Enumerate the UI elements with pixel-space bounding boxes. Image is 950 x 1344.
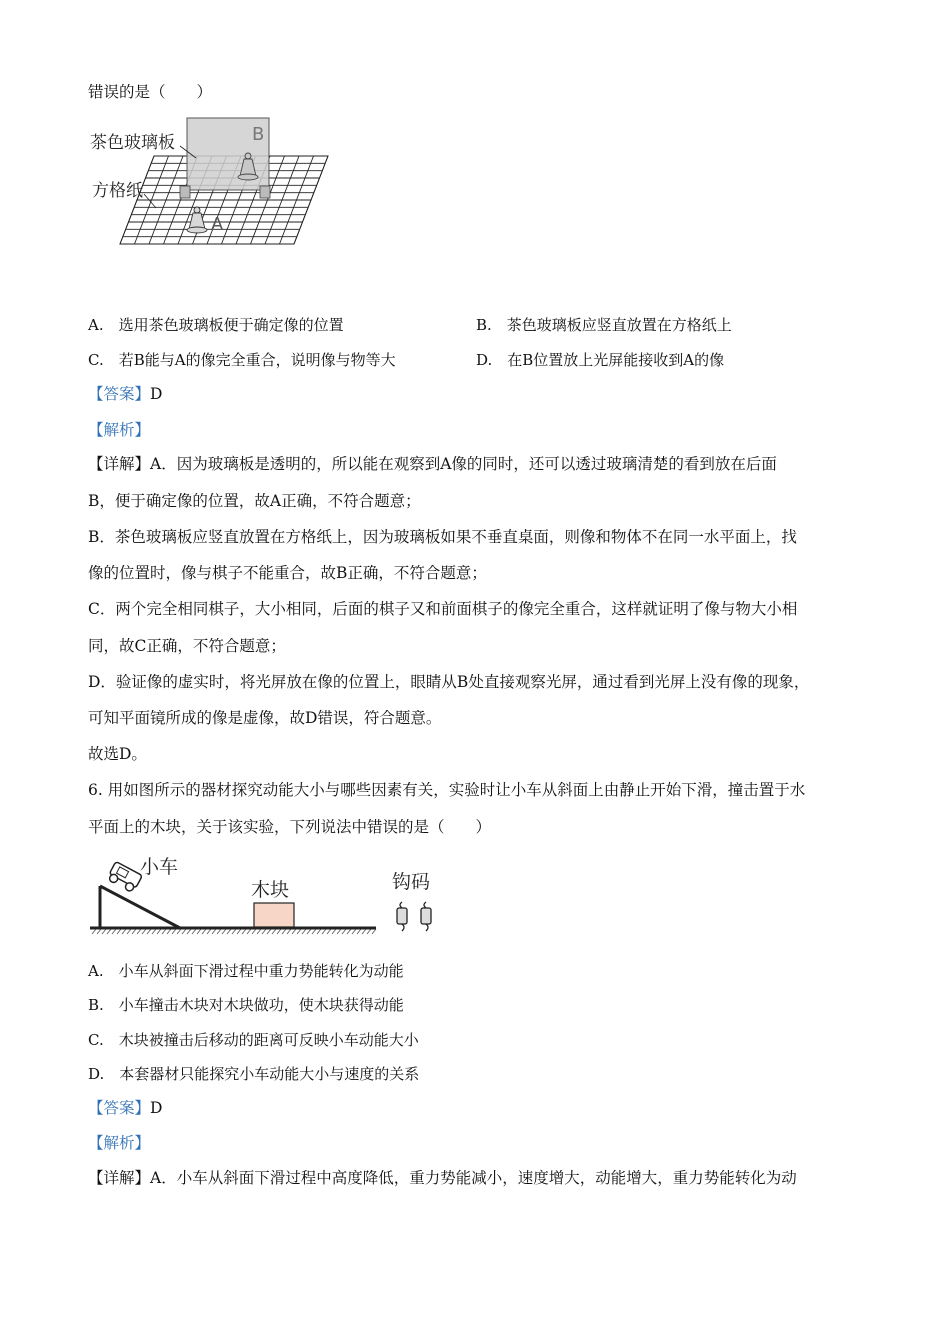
ground-hatch bbox=[152, 929, 156, 934]
incline-ramp bbox=[100, 886, 180, 928]
toy-car bbox=[106, 861, 142, 893]
ground-hatch bbox=[222, 929, 226, 934]
answer-value: D bbox=[150, 1099, 163, 1117]
ground-hatch bbox=[97, 929, 101, 934]
label-tea-glass: 茶色玻璃板 bbox=[90, 133, 175, 153]
ground-hatch bbox=[362, 929, 366, 934]
q6-option-c: C. 木块被撞击后移动的距离可反映小车动能大小 bbox=[88, 1031, 419, 1049]
detail-tag: 【详解】 bbox=[88, 1169, 151, 1187]
ground-hatch bbox=[242, 929, 246, 934]
ground-hatch bbox=[157, 929, 161, 934]
q5-option-d: D. 在B位置放上光屏能接收到A的像 bbox=[476, 351, 725, 369]
ground-hatch bbox=[292, 929, 296, 934]
label-grid-paper: 方格纸 bbox=[92, 181, 143, 201]
ground-hatch bbox=[202, 929, 206, 934]
ground-hatch bbox=[232, 929, 236, 934]
ground-hatch bbox=[207, 929, 211, 934]
ground-hatch bbox=[347, 929, 351, 934]
ground-hatch bbox=[287, 929, 291, 934]
ground-hatch bbox=[342, 929, 346, 934]
ground-hatch bbox=[167, 929, 171, 934]
ground-hatch bbox=[297, 929, 301, 934]
ground-hatch bbox=[182, 929, 186, 934]
ground-hatch bbox=[247, 929, 251, 934]
ground-hatch bbox=[217, 929, 221, 934]
ground-hatch bbox=[112, 929, 116, 934]
q6-stem-line-2: 平面上的木块，关于该实验，下列说法中错误的是（ ） bbox=[88, 818, 492, 836]
q5-detail-line-4: 像的位置时，像与棋子不能重合，故B正确，不符合题意； bbox=[88, 564, 487, 582]
ground-hatch bbox=[312, 929, 316, 934]
ground-hatch bbox=[357, 929, 361, 934]
q5-answer-line bbox=[88, 384, 162, 404]
q5-analysis-line bbox=[88, 420, 150, 440]
q6-detail-line-1 bbox=[88, 1168, 797, 1188]
label-b: B bbox=[252, 124, 265, 145]
ground-hatch bbox=[102, 929, 106, 934]
detail-tag: 【详解】 bbox=[88, 455, 151, 473]
ground-hatch bbox=[107, 929, 111, 934]
label-block: 木块 bbox=[251, 879, 290, 901]
answer-value: D bbox=[150, 385, 163, 403]
label-a: A bbox=[211, 214, 224, 235]
q5-detail-line-9: 故选D。 bbox=[88, 745, 147, 763]
q6-answer-line bbox=[88, 1098, 162, 1118]
ground-hatch bbox=[197, 929, 201, 934]
ground-hatch bbox=[367, 929, 371, 934]
answer-tag: 【答案】 bbox=[88, 385, 151, 403]
ground-hatch bbox=[352, 929, 356, 934]
ground-hatch bbox=[282, 929, 286, 934]
q5-option-a: A. 选用茶色玻璃板便于确定像的位置 bbox=[88, 316, 344, 334]
ground-hatch bbox=[262, 929, 266, 934]
q6-stem-line-1: 6. 用如图所示的器材探究动能大小与哪些因素有关，实验时让小车从斜面上由静止开始下滑，撞击置于水 bbox=[88, 781, 806, 799]
ground-hatch bbox=[147, 929, 151, 934]
q5-detail-line-3: B．茶色玻璃板应竖直放置在方格纸上，因为玻璃板如果不垂直桌面，则像和物体不在同一水平面上，找 bbox=[88, 528, 797, 546]
q6-option-d: D. 本套器材只能探究小车动能大小与速度的关系 bbox=[88, 1065, 420, 1083]
q5-detail-line-5: C．两个完全相同棋子，大小相同，后面的棋子又和前面棋子的像完全重合，这样就证明了像与物大小相 bbox=[88, 600, 798, 618]
detail-text: A．小车从斜面下滑过程中高度降低，重力势能减小，速度增大，动能增大，重力势能转化为动 bbox=[150, 1169, 797, 1187]
ground-hatch bbox=[272, 929, 276, 934]
analysis-tag: 【解析】 bbox=[88, 1134, 151, 1152]
ground-hatch bbox=[257, 929, 261, 934]
mirror-experiment-figure bbox=[88, 112, 333, 252]
hook-weights bbox=[397, 902, 431, 931]
ground-hatch bbox=[137, 929, 141, 934]
q5-option-c: C. 若B能与A的像完全重合，说明像与物等大 bbox=[88, 351, 396, 369]
label-car: 小车 bbox=[140, 856, 179, 878]
q5-option-b: B. 茶色玻璃板应竖直放置在方格纸上 bbox=[476, 316, 732, 334]
wooden-block bbox=[254, 903, 294, 927]
label-weights: 钩码 bbox=[392, 871, 431, 893]
ground-hatch bbox=[267, 929, 271, 934]
ground-hatch bbox=[187, 929, 191, 934]
ground-hatch bbox=[337, 929, 341, 934]
q6-option-a: A. 小车从斜面下滑过程中重力势能转化为动能 bbox=[88, 962, 404, 980]
q6-option-b: B. 小车撞击木块对木块做功，使木块获得动能 bbox=[88, 996, 404, 1014]
q5-detail-line-6: 同，故C正确，不符合题意； bbox=[88, 637, 286, 655]
ground-hatch bbox=[252, 929, 256, 934]
ground-hatch bbox=[332, 929, 336, 934]
ground-hatch bbox=[132, 929, 136, 934]
ground-hatch bbox=[227, 929, 231, 934]
ground-hatch bbox=[117, 929, 121, 934]
q5-detail-line-2: B，便于确定像的位置，故A正确，不符合题意； bbox=[88, 492, 421, 510]
ground-hatch bbox=[277, 929, 281, 934]
q5-detail-line-7: D．验证像的虚实时，将光屏放在像的位置上，眼睛从B处直接观察光屏，通过看到光屏上没有像的现象， bbox=[88, 673, 810, 691]
ground-hatch bbox=[307, 929, 311, 934]
q6-analysis-line bbox=[88, 1133, 150, 1153]
ramp-experiment-figure bbox=[88, 852, 448, 944]
ground-hatch bbox=[172, 929, 176, 934]
ground-hatch bbox=[372, 929, 376, 934]
q5-detail-line-1 bbox=[88, 454, 777, 474]
q5-detail-line-8: 可知平面镜所成的像是虚像，故D错误，符合题意。 bbox=[88, 709, 442, 727]
answer-tag: 【答案】 bbox=[88, 1099, 151, 1117]
ground-hatch bbox=[212, 929, 216, 934]
q5-stem-tail: 错误的是（ ） bbox=[88, 83, 213, 101]
ground-hatch bbox=[302, 929, 306, 934]
ground-hatch bbox=[192, 929, 196, 934]
detail-text: A．因为玻璃板是透明的，所以能在观察到A像的同时，还可以透过玻璃清楚的看到放在后面 bbox=[150, 455, 777, 473]
analysis-tag: 【解析】 bbox=[88, 421, 151, 439]
ground-hatch bbox=[127, 929, 131, 934]
ground-hatch bbox=[92, 929, 96, 934]
ground-hatch bbox=[142, 929, 146, 934]
ground-hatch bbox=[317, 929, 321, 934]
ground-hatch bbox=[122, 929, 126, 934]
ground-hatch bbox=[327, 929, 331, 934]
ground-hatch bbox=[177, 929, 181, 934]
ground-hatch bbox=[237, 929, 241, 934]
ground-hatch bbox=[322, 929, 326, 934]
ground-hatch bbox=[162, 929, 166, 934]
